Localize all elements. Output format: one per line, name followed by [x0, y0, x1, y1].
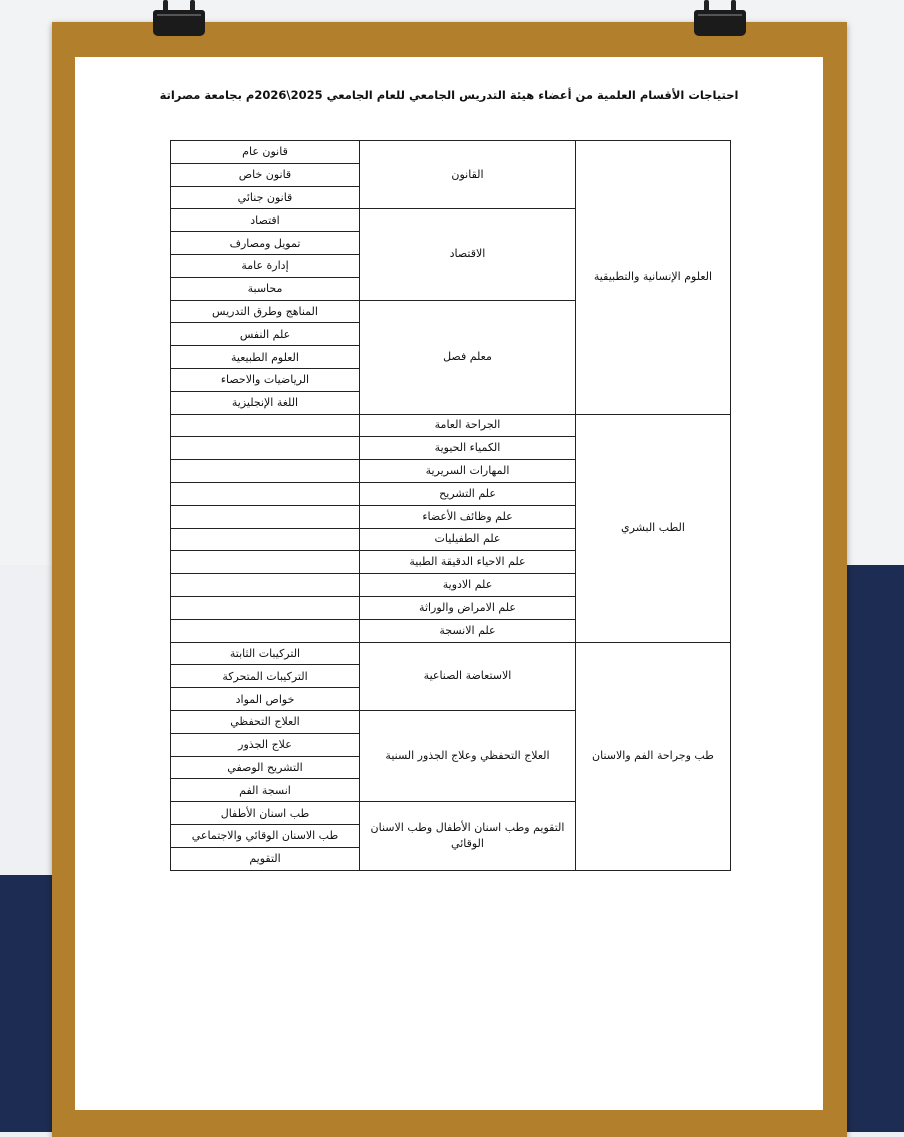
department-cell: علم الامراض والوراثة	[360, 596, 576, 619]
needs-table	[170, 140, 731, 871]
specialization-cell: المناهج وطرق التدريس	[171, 300, 360, 323]
department-cell: الجراحة العامة	[360, 414, 576, 437]
department-cell: الاستعاضة الصناعية	[360, 642, 576, 710]
specialization-cell	[171, 460, 360, 483]
binder-clip-right-icon	[694, 0, 746, 40]
specialization-cell: قانون جنائي	[171, 186, 360, 209]
specialization-cell	[171, 528, 360, 551]
specialization-cell	[171, 482, 360, 505]
specialization-cell	[171, 596, 360, 619]
specialization-cell: طب اسنان الأطفال	[171, 802, 360, 825]
specialization-cell: الرياضيات والاحصاء	[171, 368, 360, 391]
faculty-cell: طب وجراحة الفم والاسنان	[576, 642, 731, 870]
table-row	[171, 414, 731, 437]
faculty-cell: العلوم الإنسانية والتطبيقية	[576, 141, 731, 415]
specialization-cell	[171, 551, 360, 574]
specialization-cell: اقتصاد	[171, 209, 360, 232]
table-row	[171, 141, 731, 164]
department-cell: العلاج التحفظي وعلاج الجذور السنية	[360, 710, 576, 801]
department-cell: معلم فصل	[360, 300, 576, 414]
department-cell: علم الادوية	[360, 574, 576, 597]
specialization-cell: اللغة الإنجليزية	[171, 391, 360, 414]
specialization-cell: تمويل ومصارف	[171, 232, 360, 255]
background-navy-right	[844, 565, 904, 1132]
specialization-cell: انسجة الفم	[171, 779, 360, 802]
specialization-cell: التشريح الوصفي	[171, 756, 360, 779]
department-cell: علم الانسجة	[360, 619, 576, 642]
specialization-cell: التركيبات المتحركة	[171, 665, 360, 688]
specialization-cell	[171, 437, 360, 460]
department-cell: علم الطفيليات	[360, 528, 576, 551]
specialization-cell	[171, 505, 360, 528]
table-row	[171, 642, 731, 665]
document-title: احتياجات الأقسام العلمية من أعضاء هيئة التدريس الجامعي للعام الجامعي 2025\2026م بجامعة مصراتة	[159, 88, 739, 102]
faculty-cell: الطب البشري	[576, 414, 731, 642]
department-cell: الاقتصاد	[360, 209, 576, 300]
specialization-cell	[171, 414, 360, 437]
specialization-cell: إدارة عامة	[171, 254, 360, 277]
specialization-cell: علم النفس	[171, 323, 360, 346]
department-cell: التقويم وطب اسنان الأطفال وطب الاسنان الوقائي	[360, 802, 576, 870]
department-cell: المهارات السريرية	[360, 460, 576, 483]
specialization-cell	[171, 574, 360, 597]
specialization-cell: محاسبة	[171, 277, 360, 300]
specialization-cell	[171, 619, 360, 642]
specialization-cell: العلاج التحفظي	[171, 710, 360, 733]
specialization-cell: علاج الجذور	[171, 733, 360, 756]
specialization-cell: طب الاسنان الوقائي والاجتماعي	[171, 824, 360, 847]
specialization-cell: التركيبات الثابتة	[171, 642, 360, 665]
department-cell: علم وظائف الأعضاء	[360, 505, 576, 528]
specialization-cell: قانون خاص	[171, 163, 360, 186]
department-cell: القانون	[360, 141, 576, 209]
specialization-cell: قانون عام	[171, 141, 360, 164]
specialization-cell: خواص المواد	[171, 688, 360, 711]
binder-clip-left-icon	[153, 0, 205, 40]
department-cell: الكمياء الحيوية	[360, 437, 576, 460]
specialization-cell: التقويم	[171, 847, 360, 870]
specialization-cell: العلوم الطبيعية	[171, 346, 360, 369]
background-navy-left	[0, 875, 60, 1132]
department-cell: علم التشريح	[360, 482, 576, 505]
department-cell: علم الاحياء الدقيقة الطبية	[360, 551, 576, 574]
